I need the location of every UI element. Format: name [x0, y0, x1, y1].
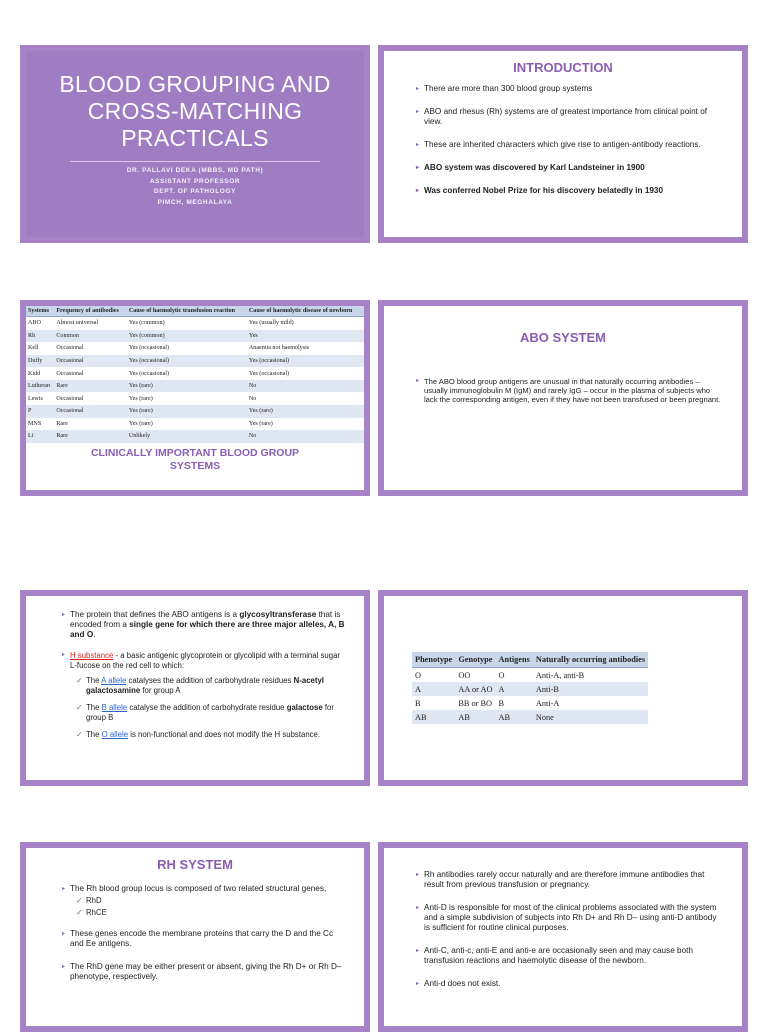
h-substance-term: H substance	[70, 651, 114, 660]
table-row	[26, 330, 364, 343]
blood-group-systems-table	[26, 306, 364, 443]
table-cell: B	[412, 696, 455, 710]
rh-antibody-list	[414, 870, 724, 989]
table-row	[26, 367, 364, 380]
abo-bullet: ▸ The ABO blood group antigens are unusual in that naturally occurring antibodies – usually immunoglobulin M (IgM) and rarely IgG – occur in the plasma of subjects who lack the corresponding antigen, even if they have not been transfused or been pregnant.	[414, 377, 724, 405]
slide-heading: INTRODUCTION	[513, 60, 613, 75]
table-header-row	[26, 306, 364, 317]
table-cell: Yes (usually mild)	[247, 317, 364, 330]
table-row	[26, 317, 364, 330]
check-icon: ✓	[76, 907, 83, 917]
table-cell: ABO	[26, 317, 54, 330]
text-run: glycosyltransferase	[239, 610, 317, 619]
title-slide	[20, 45, 370, 243]
rhd-gene-item	[60, 896, 346, 906]
rh-bullet: ▸ These genes encode the membrane proteins that carry the D and the Cc and Ee antigens.	[60, 929, 346, 949]
abo-bullet-list	[414, 377, 724, 405]
table-caption	[26, 447, 364, 473]
table-row	[412, 682, 648, 696]
table-cell: Duffy	[26, 355, 54, 368]
table-cell: Lutheran	[26, 380, 54, 393]
blood-group-systems-slide	[20, 300, 370, 496]
intro-bullet-list	[414, 84, 724, 196]
table-cell: Yes (rare)	[247, 405, 364, 418]
table-cell: MNS	[26, 418, 54, 431]
text-run: The protein that defines the ABO antigens is a	[70, 610, 240, 619]
b-allele-item	[60, 703, 346, 722]
text-run: catalyses the addition of carbohydrate residues	[126, 676, 294, 685]
title-line-1: BLOOD GROUPING AND	[59, 71, 331, 97]
rh-gene-list	[60, 896, 346, 917]
rh-bullet-list-2	[60, 929, 346, 982]
table-cell: Occasional	[54, 367, 127, 380]
table-row	[26, 342, 364, 355]
table-cell: Almost universal	[54, 317, 127, 330]
abo-antigens-slide	[20, 590, 370, 786]
table-cell: Rh	[26, 330, 54, 343]
table-row	[412, 710, 648, 724]
table-cell: Yes	[247, 330, 364, 343]
a-allele-item	[60, 676, 346, 695]
intro-bullet: ▸ These are inherited characters which give rise to antigen-antibody reactions.	[414, 140, 724, 150]
table-cell: None	[533, 710, 648, 724]
table-cell: Occasional	[54, 342, 127, 355]
table-cell: Lewis	[26, 392, 54, 405]
rhce-gene-item	[60, 908, 346, 918]
rh-antibody-bullet: ▸ Anti-D is responsible for most of the clinical problems associated with the system and a simple subdivision of subjects into Rh D+ and Rh D– using anti-D antibody is sufficient for routine clinical purposes.	[414, 903, 724, 933]
check-icon: ✓	[76, 896, 83, 905]
text-run: N-acetyl galactosamine	[86, 676, 324, 695]
text-run: catalyse the addition of carbohydrate residue	[127, 703, 287, 712]
intro-bullet: ▸ ABO system was discovered by Karl Landsteiner in 1900	[414, 163, 724, 173]
table-cell: No	[247, 430, 364, 443]
table-row	[26, 355, 364, 368]
table-cell: BB or BO	[455, 696, 495, 710]
table-cell: Anti-A, anti-B	[533, 668, 648, 683]
check-icon: ✓	[76, 730, 83, 739]
table-row	[26, 430, 364, 443]
table-cell: Yes (occasional)	[247, 355, 364, 368]
table-cell: Li	[26, 430, 54, 443]
table-cell: Occasional	[54, 392, 127, 405]
table-cell: Yes (common)	[127, 317, 247, 330]
text-run: The Rh blood group locus is composed of two related structural genes,	[70, 884, 327, 893]
table-cell: Yes (rare)	[127, 418, 247, 431]
table-cell: Yes (common)	[127, 330, 247, 343]
table-cell: No	[247, 380, 364, 393]
text-run: galactose	[286, 703, 323, 712]
text-run: for group B	[86, 703, 334, 722]
column-header: Frequency of antibodies	[54, 306, 127, 317]
o-allele-item	[60, 730, 346, 740]
table-row	[412, 668, 648, 683]
table-row	[26, 380, 364, 393]
rh-antibody-bullet: ▸ Anti-C, anti-c, anti-E and anti-e are occasionally seen and may cause both transfusion reactions and haemolytic disease of the newborn.	[414, 946, 724, 966]
table-cell: O	[495, 668, 532, 683]
table-cell: Kidd	[26, 367, 54, 380]
glycosyltransferase-bullet	[60, 610, 346, 640]
table-cell: AB	[495, 710, 532, 724]
text-run: RhD	[86, 896, 102, 905]
text-run: The	[86, 703, 102, 712]
caption-line-1: CLINICALLY IMPORTANT BLOOD GROUP	[90, 446, 300, 459]
table-cell: AA or AO	[455, 682, 495, 696]
text-run: .	[93, 630, 96, 639]
table-cell: Anaemia not haemolysis	[247, 342, 364, 355]
table-cell: Rare	[54, 418, 127, 431]
table-cell: A	[495, 682, 532, 696]
text-run: for group A	[140, 685, 181, 695]
presentation-title	[40, 71, 350, 152]
table-cell: A	[412, 682, 455, 696]
rh-bullet: ▸ The RhD gene may be either present or absent, giving the Rh D+ or Rh D– phenotype, respectively.	[60, 962, 346, 982]
text-run: The	[86, 730, 102, 739]
table-header-row	[412, 652, 648, 668]
table-cell: Yes (occasional)	[247, 367, 364, 380]
column-header: Naturally occurring antibodies	[533, 652, 648, 668]
column-header: Antigens	[495, 652, 532, 668]
intro-bullet: ▸ There are more than 300 blood group systems	[414, 84, 724, 94]
table-row	[26, 392, 364, 405]
intro-bullet: ▸ ABO and rhesus (Rh) systems are of greatest importance from clinical point of view.	[414, 107, 724, 127]
abo-system-slide	[378, 300, 748, 496]
caption-line-2: SYSTEMS	[169, 459, 221, 472]
check-icon: ✓	[76, 676, 83, 685]
table-cell: Rare	[54, 380, 127, 393]
table-cell: Yes (rare)	[127, 380, 247, 393]
intro-bullet: ▸ Was conferred Nobel Prize for his discovery belatedly in 1930	[414, 186, 724, 196]
a-allele-term: A allele	[101, 676, 127, 685]
text-run: - a basic antigenic glycoprotein or glycolipid with a terminal sugar L-fucose on the red cell to which:	[70, 651, 340, 670]
table-cell: AB	[455, 710, 495, 724]
table-cell: Common	[54, 330, 127, 343]
title-line-2: CROSS-MATCHING	[87, 98, 303, 124]
title-block	[40, 71, 350, 208]
text-run: is non-functional and does not modify the H substance.	[128, 730, 321, 739]
table-cell: Yes (occasional)	[127, 342, 247, 355]
text-run: that is encoded from a	[70, 610, 341, 629]
table-row	[412, 696, 648, 710]
table-cell: Kell	[26, 342, 54, 355]
rh-antibodies-slide	[378, 842, 748, 1032]
introduction-slide	[378, 45, 748, 243]
column-header: Cause of haemolytic disease of newborn	[247, 306, 364, 317]
abo-genetics-list	[60, 610, 346, 670]
b-allele-term: B allele	[101, 703, 128, 712]
table-cell: Yes (rare)	[127, 405, 247, 418]
check-icon: ✓	[76, 703, 83, 712]
h-substance-bullet	[60, 651, 346, 670]
table-row	[26, 418, 364, 431]
table-cell: Yes (occasional)	[127, 355, 247, 368]
table-cell: Occasional	[54, 405, 127, 418]
slide-heading: RH SYSTEM	[157, 857, 233, 872]
table-row	[26, 405, 364, 418]
author-department: DEPT. OF PATHOLOGY	[153, 188, 237, 195]
table-cell: Yes (rare)	[247, 418, 364, 431]
column-header: Phenotype	[412, 652, 455, 668]
o-allele-term: O allele	[101, 730, 129, 739]
author-role: ASSISTANT PROFESSOR	[149, 177, 241, 185]
table-cell: O	[412, 668, 455, 683]
column-header: Cause of haemolytic transfusion reaction	[127, 306, 247, 317]
table-cell: B	[495, 696, 532, 710]
abo-phenotype-table	[412, 652, 648, 724]
rh-system-slide	[20, 842, 370, 1032]
text-run: The	[86, 676, 102, 685]
table-cell: Yes (occasional)	[127, 367, 247, 380]
column-header: Genotype	[455, 652, 495, 668]
allele-list	[60, 676, 346, 740]
title-divider	[70, 161, 320, 162]
slide-heading: ABO SYSTEM	[520, 330, 606, 345]
column-header: Systems	[26, 306, 54, 317]
table-cell: Occasional	[54, 355, 127, 368]
table-cell: Unlikely	[127, 430, 247, 443]
text-run: single gene for which there are three major alleles, A, B and O	[70, 620, 345, 639]
author-institution: PIMCH, MEGHALAYA	[157, 198, 233, 206]
table-cell: Yes (rare)	[127, 392, 247, 405]
table-cell: Anti-A	[533, 696, 648, 710]
text-run: RhCE	[86, 907, 107, 917]
table-cell: P	[26, 405, 54, 418]
author-name: DR. PALLAVI DEKA (MBBS, MD PATH)	[126, 167, 264, 174]
abo-phenotype-slide	[378, 590, 748, 786]
table-cell: OO	[455, 668, 495, 683]
rh-bullet-list	[60, 884, 346, 894]
table-cell: Anti-B	[533, 682, 648, 696]
table-cell: AB	[412, 710, 455, 724]
table-cell: No	[247, 392, 364, 405]
rh-antibody-bullet: ▸ Rh antibodies rarely occur naturally and are therefore immune antibodies that result from previous transfusion or pregnancy.	[414, 870, 724, 890]
rh-bullet	[60, 884, 346, 894]
rh-antibody-bullet: ▸ Anti-d does not exist.	[414, 979, 724, 989]
table-cell: Rare	[54, 430, 127, 443]
title-line-3: PRACTICALS	[121, 125, 269, 151]
